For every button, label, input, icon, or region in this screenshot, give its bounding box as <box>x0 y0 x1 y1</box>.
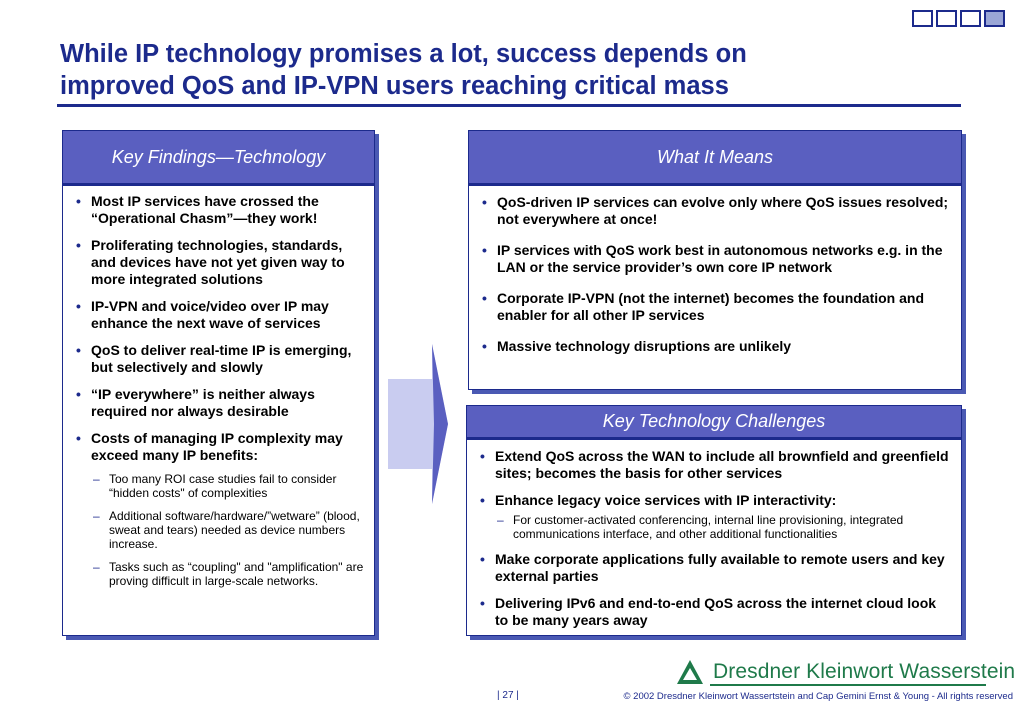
bullet-icon: • <box>76 237 81 253</box>
bullet-icon: • <box>76 386 81 402</box>
list-item <box>477 448 951 482</box>
challenges-list <box>477 448 951 629</box>
sub-list-item <box>495 513 951 541</box>
bullet-icon: • <box>76 430 81 446</box>
page-number: | 27 | <box>497 690 519 701</box>
slide-title <box>60 38 920 102</box>
list-item <box>73 342 364 376</box>
bullet-text: Costs of managing IP complexity may exceed many IP benefits: <box>91 430 343 463</box>
key-findings-panel <box>62 130 375 636</box>
bullet-text: Delivering IPv6 and end-to-end QoS across the internet cloud look to be many years away <box>495 595 937 628</box>
bullet-icon: • <box>480 448 485 464</box>
list-item <box>477 551 951 585</box>
what-it-means-header <box>469 131 961 186</box>
bullet-text: Proliferating technologies, standards, and devices have not yet given way to more integrated solutions <box>91 237 345 287</box>
bullet-icon: • <box>482 290 487 306</box>
chevron-arrow-icon <box>388 344 450 504</box>
dash-icon: – <box>93 509 100 523</box>
title-line-2: improved QoS and IP-VPN users reaching critical mass <box>60 72 729 100</box>
what-it-means-body <box>469 186 961 355</box>
list-item <box>73 298 364 332</box>
sub-list-item <box>91 560 364 588</box>
list-item <box>479 290 951 324</box>
what-it-means-panel <box>468 130 962 390</box>
bullet-text: Corporate IP-VPN (not the internet) becomes the foundation and enabler for all other IP services <box>497 290 925 323</box>
title-divider <box>57 104 961 107</box>
bullet-text: IP-VPN and voice/video over IP may enhance the next wave of services <box>91 298 329 331</box>
bullet-text: Enhance legacy voice services with IP interactivity: <box>495 492 837 508</box>
challenges-body <box>467 440 961 629</box>
key-findings-header <box>63 131 374 186</box>
sub-list <box>91 472 364 588</box>
key-findings-body <box>63 186 374 588</box>
bullet-icon: • <box>480 492 485 508</box>
nav-box-4 <box>984 10 1005 27</box>
list-item <box>73 237 364 288</box>
challenges-panel <box>466 405 962 636</box>
nav-box-1 <box>912 10 933 27</box>
sub-text: Too many ROI case studies fail to consider “hidden costs" of complexities <box>109 472 337 500</box>
bullet-icon: • <box>76 342 81 358</box>
bullet-icon: • <box>480 551 485 567</box>
bullet-text: QoS-driven IP services can evolve only where QoS issues resolved; not everywhere at once! <box>497 194 949 227</box>
slide-nav <box>912 10 1005 27</box>
dash-icon: – <box>93 560 100 574</box>
list-item <box>73 386 364 420</box>
sub-list-item <box>91 472 364 500</box>
bullet-text: Extend QoS across the WAN to include all brownfield and greenfield sites; becomes the basis for other services <box>495 448 949 481</box>
bullet-text: QoS to deliver real-time IP is emerging, but selectively and slowly <box>91 342 352 375</box>
sub-list-item <box>91 509 364 551</box>
nav-box-3 <box>960 10 981 27</box>
bullet-icon: • <box>76 298 81 314</box>
triangle-logo-icon <box>677 660 703 684</box>
bullet-text: Make corporate applications fully available to remote users and key external parties <box>495 551 945 584</box>
list-item <box>73 193 364 227</box>
what-it-means-list <box>479 194 951 355</box>
list-item <box>73 430 364 588</box>
bullet-icon: • <box>76 193 81 209</box>
sub-text: Tasks such as “coupling" and "amplification" are proving difficult in large-scale networks. <box>109 560 364 588</box>
bullet-text: Most IP services have crossed the “Operational Chasm”—they work! <box>91 193 319 226</box>
dash-icon: – <box>93 472 100 486</box>
bullet-text: “IP everywhere” is neither always required nor always desirable <box>91 386 315 419</box>
list-item <box>479 338 951 355</box>
bullet-icon: • <box>482 242 487 258</box>
challenges-title: Key Technology Challenges <box>602 411 826 431</box>
challenges-header <box>467 406 961 440</box>
list-item <box>479 194 951 228</box>
list-item <box>479 242 951 276</box>
copyright-text: © 2002 Dresdner Kleinwort Wassertstein and Cap Gemini Ernst & Young - All rights reserved <box>623 691 1013 702</box>
bullet-text: IP services with QoS work best in autonomous networks e.g. in the LAN or the service provider’s own core IP network <box>497 242 943 275</box>
sub-text: Additional software/hardware/”wetware” (blood, sweat and tears) needed as device numbers increase. <box>109 509 360 551</box>
list-item <box>477 595 951 629</box>
nav-box-2 <box>936 10 957 27</box>
sub-list <box>495 513 951 541</box>
key-findings-list <box>73 193 364 588</box>
key-findings-title: Key Findings—Technology <box>111 146 326 167</box>
bullet-text: Massive technology disruptions are unlikely <box>497 338 792 354</box>
company-logo <box>677 660 1015 684</box>
sub-text: For customer-activated conferencing, internal line provisioning, integrated communications interface, and other additional functionalities <box>513 513 904 541</box>
list-item <box>477 492 951 541</box>
dash-icon: – <box>497 513 504 527</box>
title-line-1: While IP technology promises a lot, success depends on <box>60 40 747 68</box>
bullet-icon: • <box>482 338 487 354</box>
bullet-icon: • <box>482 194 487 210</box>
logo-text: Dresdner Kleinwort Wasserstein <box>713 660 1016 683</box>
bullet-icon: • <box>480 595 485 611</box>
what-it-means-title: What It Means <box>656 146 774 167</box>
logo-underline <box>710 684 986 686</box>
